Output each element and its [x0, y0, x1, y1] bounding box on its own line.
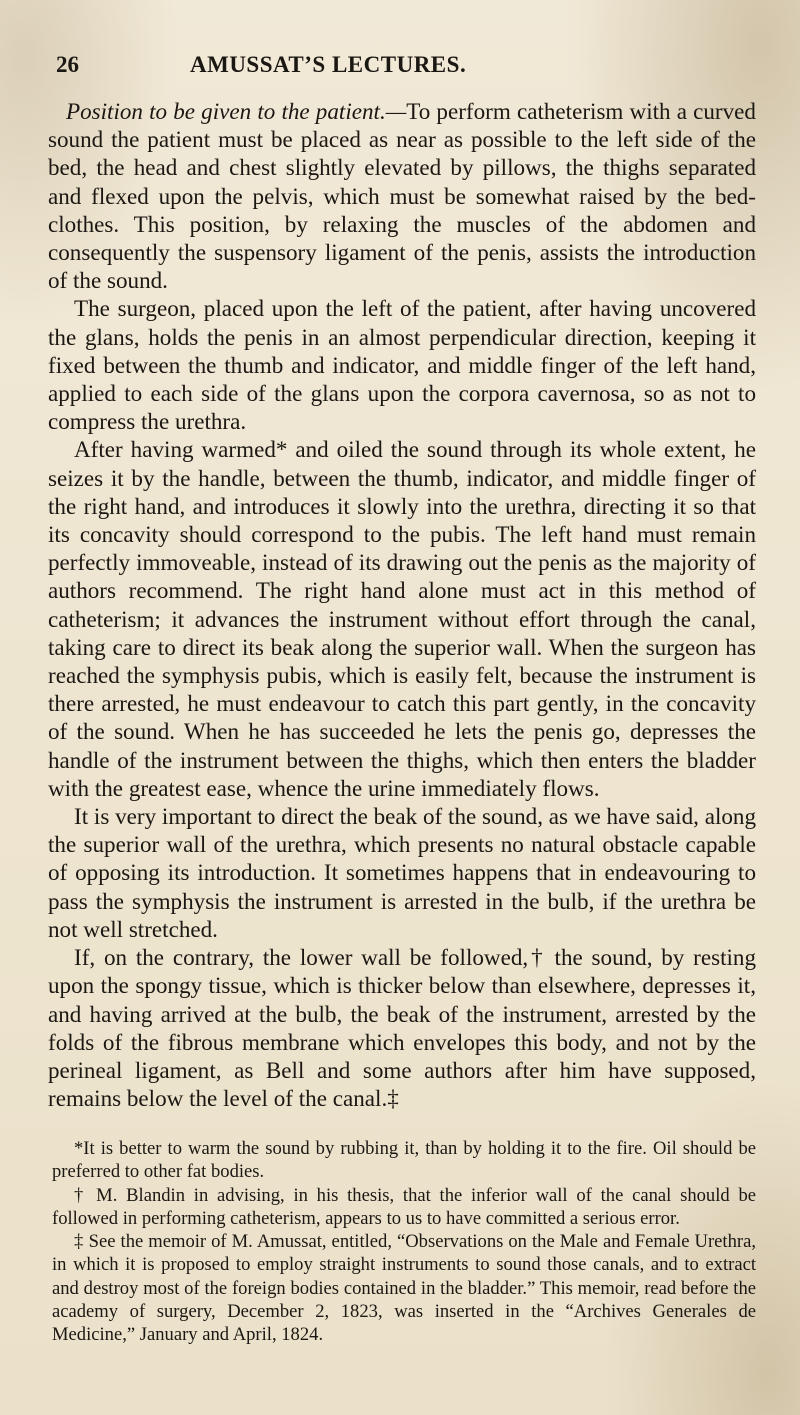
footnote-3: ‡ See the memoir of M. Amussat, entitled, “Observations on the Male and Female Urethra, in which it is proposed to employ straight instruments to sound those canals, and to extract and destroy most of the foreign bodies contained in the bladder.” This memoir, read before the academy of surgery, December 2, 1823, was inserted in the “Archives Generales de Medicine,” January and April, 1824.: [52, 1231, 756, 1346]
paragraph-sound-introduction: After having warmed* and oiled the sound through its whole extent, he seizes it by the handle, between the thumb, indicator, and middle finger of the right hand, and introduces it slowly into the urethra, directing it so that its concavity should correspond to the pubis. The left hand must remain perfectly immoveable, instead of its drawing out the penis as the majority of authors recommend. The right hand alone must act in this method of catheterism; it advances the instrument without effort through the canal, taking care to direct its beak along the superior wall. When the surgeon has reached the symphysis pubis, which is easily felt, because the instrument is there arrested, he must endeavour to catch this part gently, in the concavity of the sound. When he has succeeded he lets the penis go, depresses the handle of the instrument between the thighs, which then enters the bladder with the greatest ease, whence the urine immediately flows.: [48, 436, 756, 801]
main-text: [48, 97, 756, 1112]
running-head: AMUSSAT’S LECTURES.: [190, 52, 467, 77]
page-header: [0, 52, 800, 88]
footnote-1: *It is better to warm the sound by rubbing it, than by holding it to the fire. Oil should be preferred to other fat bodies.: [52, 1138, 756, 1183]
paragraph-superior-wall: It is very important to direct the beak of the sound, as we have said, along the superior wall of the urethra, which presents no natural obstacle capable of opposing its introduction. It sometimes happens that in endeavouring to pass the symphysis the instrument is arrested in the bulb, if the urethra be not well stretched.: [48, 803, 756, 942]
footnote-2: † M. Blandin in advising, in his thesis, that the inferior wall of the canal should be followed in performing catheterism, appears to us to have committed a serious error.: [52, 1184, 756, 1229]
paragraph-position: [48, 97, 756, 294]
page-number: 26: [56, 52, 79, 77]
paragraph-lower-wall: If, on the contrary, the lower wall be followed,† the sound, by resting upon the spongy tissue, which is thicker below than elsewhere, depresses it, and having arrived at the bulb, the beak of the instrument, arrested by the folds of the fibrous membrane which envelopes this body, and not by the perineal ligament, as Bell and some authors after him have supposed, remains below the level of the canal.‡: [48, 944, 756, 1112]
paragraph-text: To perform catheterism with a curved sound the patient must be placed as near as possible to the left side of the bed, the head and chest slightly elevated by pillows, the thighs separated and flexed upon the pelvis, which must be somewhat raised by the bed-clothes. This position, by relaxing the muscles of the abdomen and consequently the suspensory ligament of the penis, assists the introduction of the sound.: [48, 98, 756, 294]
section-lead: Position to be given to the patient.—: [66, 98, 407, 124]
paragraph-surgeon: The surgeon, placed upon the left of the patient, after having uncovered the glans, holds the penis in an almost perpendicular direction, keeping it fixed between the thumb and indicator, and middle finger of the left hand, applied to each side of the glans upon the corpora cavernosa, so as not to compress the urethra.: [48, 295, 756, 435]
footnotes: [52, 1137, 756, 1347]
